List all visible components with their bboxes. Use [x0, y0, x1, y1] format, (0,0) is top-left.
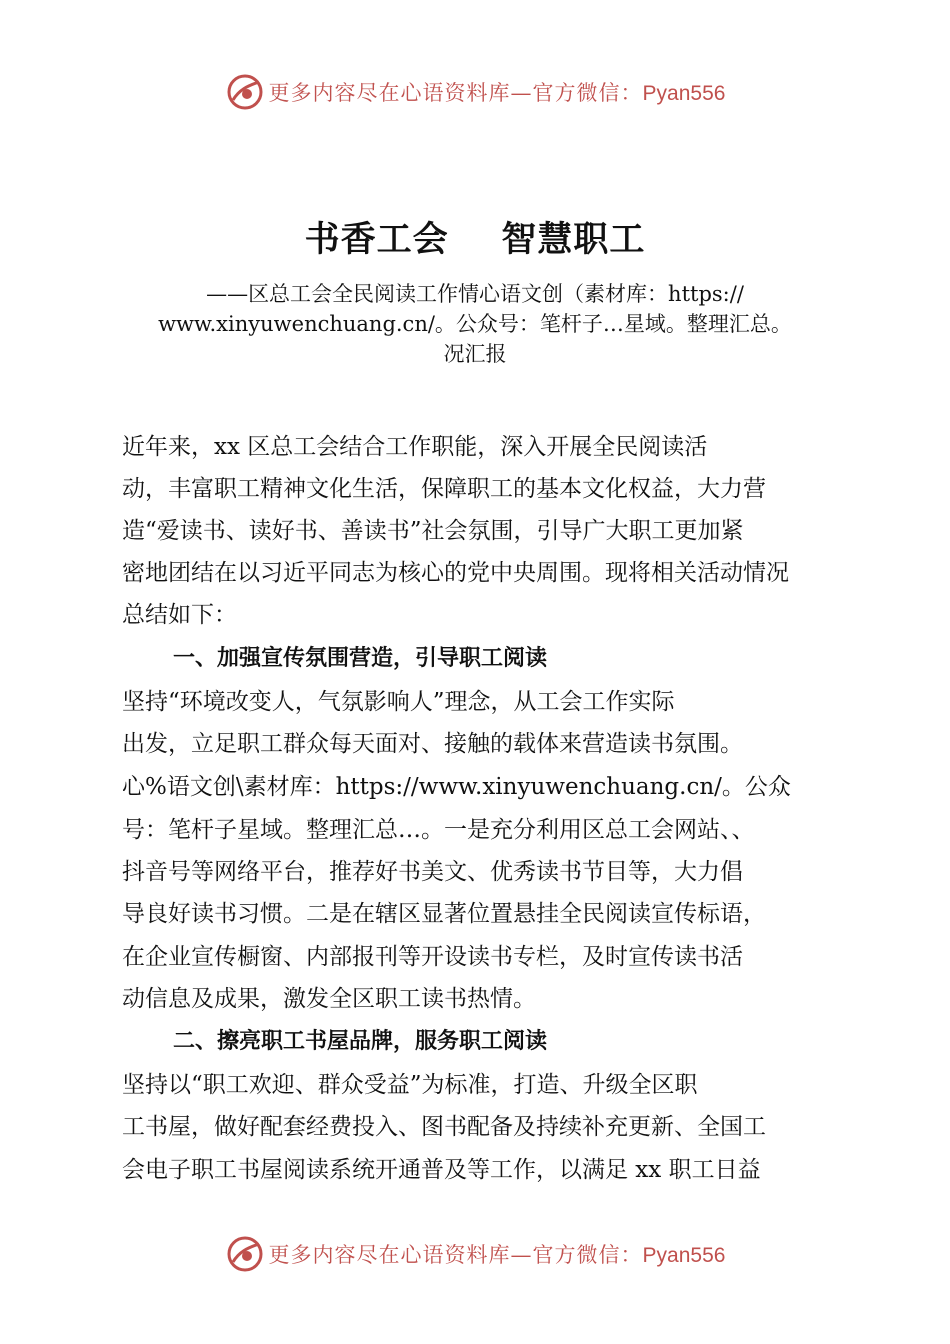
paragraph-line: 坚持以“职工欢迎、群众受益”为标准，打造、升级全区职	[122, 1072, 698, 1098]
paragraph-line: 工书屋，做好配套经费投入、图书配备及持续补充更新、全国工	[122, 1114, 766, 1140]
paragraph-line: 近年来，xx 区总工会结合工作职能，深入开展全民阅读活	[122, 434, 708, 460]
paragraph-line: 密地团结在以习近平同志为核心的党中央周围。现将相关活动情况	[122, 560, 789, 586]
paragraph-line: 心%语文创\素材库：https://www.xinyuwenchuang.cn/。公众	[122, 774, 791, 800]
logo-icon	[225, 1234, 265, 1274]
paragraph-line: 导良好读书习惯。二是在辖区显著位置悬挂全民阅读宣传标语，	[122, 901, 766, 927]
section-heading: 一、加强宣传氛围营造，引导职工阅读	[173, 646, 548, 671]
header-watermark	[0, 70, 950, 114]
watermark-text: 更多内容尽在心语资料库—官方微信：Pyan556	[268, 1243, 726, 1267]
paragraph-line: 总结如下：	[122, 602, 237, 628]
paragraph-line: 造“爱读书、读好书、善读书”社会氛围，引导广大职工更加紧	[122, 518, 744, 544]
paragraph-line: 出发，立足职工群众每天面对、接触的载体来营造读书氛围。	[122, 731, 743, 757]
paragraph-line: 抖音号等网络平台，推荐好书美文、优秀读书节目等，大力倡	[122, 859, 743, 885]
subtitle-line: 况汇报	[443, 342, 507, 366]
watermark-wechat: Pyan556	[642, 82, 726, 105]
document-title: 书香工会 智慧职工	[304, 220, 646, 260]
subtitle-line: ——区总工会全民阅读工作情心语文创（素材库：https://	[206, 282, 744, 306]
watermark-text: 更多内容尽在心语资料库—官方微信：Pyan556	[268, 81, 726, 105]
paragraph-line: 在企业宣传橱窗、内部报刊等开设读书专栏，及时宣传读书活	[122, 944, 743, 970]
logo-icon	[225, 72, 265, 112]
watermark-wechat: Pyan556	[642, 1244, 726, 1267]
paragraph-line: 会电子职工书屋阅读系统开通普及等工作，以满足 xx 职工日益	[122, 1157, 761, 1183]
footer-watermark	[0, 1232, 950, 1276]
paragraph-line: 号：笔杆子星域。整理汇总…。一是充分利用区总工会网站、、	[122, 817, 755, 843]
subtitle-line: www.xinyuwenchuang.cn/。公众号：笔杆子…星域。整理汇总。	[158, 312, 792, 336]
paragraph-line: 动信息及成果，激发全区职工读书热情。	[122, 986, 536, 1012]
paragraph-line: 动，丰富职工精神文化生活，保障职工的基本文化权益，大力营	[122, 476, 766, 502]
section-heading: 二、擦亮职工书屋品牌，服务职工阅读	[173, 1029, 548, 1054]
paragraph-line: 坚持“环境改变人，气氛影响人”理念，从工会工作实际	[122, 689, 675, 715]
